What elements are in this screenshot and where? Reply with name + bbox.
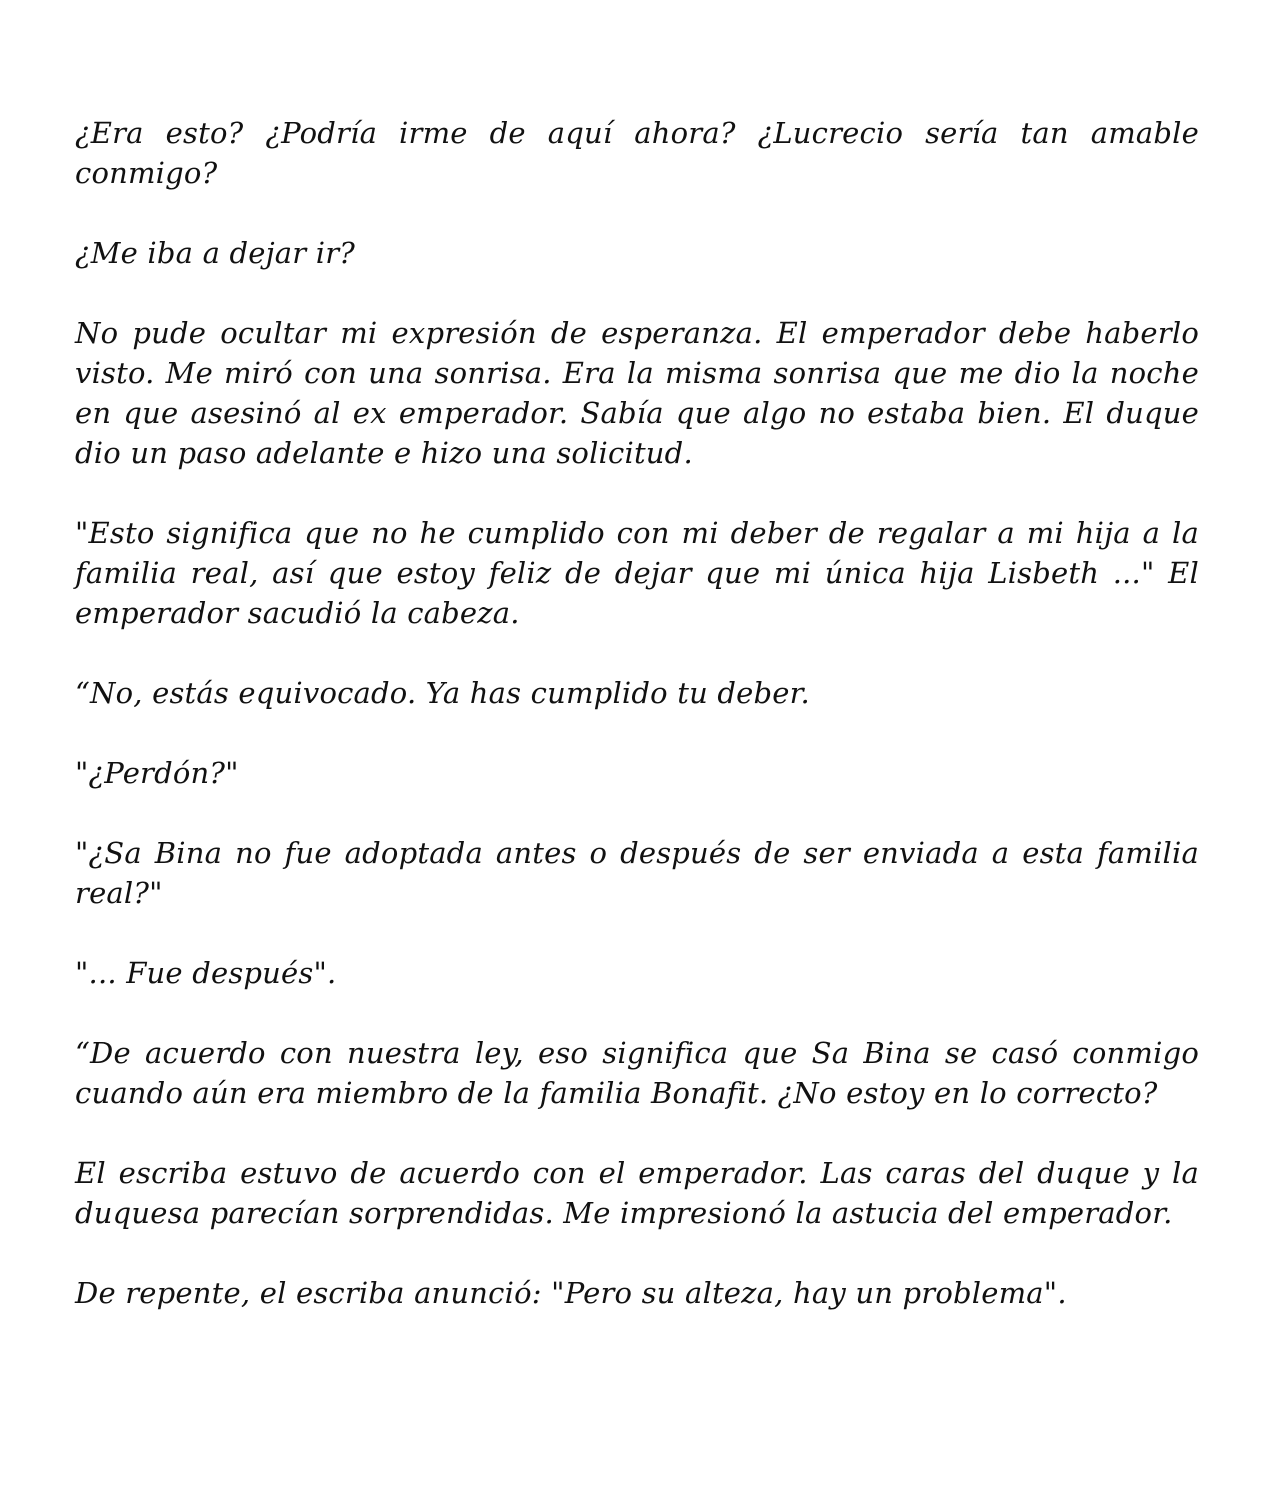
- paragraph-3: No pude ocultar mi expresión de esperanza. El emperador debe haberlo visto. Me miró con una sonrisa. Era la misma sonrisa que me dio la noche en que asesinó al ex emperador. Sabía que algo no estaba bien. El duque dio un paso adelante e hizo una solicitud.: [75, 316, 1199, 470]
- paragraph-5: “No, estás equivocado. Ya has cumplido tu deber.: [75, 676, 810, 710]
- document-page: [75, 113, 1199, 1313]
- paragraph-2: ¿Me iba a dejar ir?: [75, 236, 356, 270]
- paragraph-8: "... Fue después".: [75, 956, 337, 990]
- paragraph-1: ¿Era esto? ¿Podría irme de aquí ahora? ¿Lucrecio sería tan amable conmigo?: [75, 116, 1199, 190]
- paragraph-11: De repente, el escriba anunció: "Pero su alteza, hay un problema".: [75, 1276, 1067, 1310]
- paragraph-9: “De acuerdo con nuestra ley, eso significa que Sa Bina se casó conmigo cuando aún era miembro de la familia Bonafit. ¿No estoy en lo correcto?: [75, 1036, 1199, 1110]
- paragraph-10: El escriba estuvo de acuerdo con el emperador. Las caras del duque y la duquesa parecían sorprendidas. Me impresionó la astucia del emperador.: [75, 1156, 1199, 1230]
- paragraph-6: "¿Perdón?": [75, 756, 239, 790]
- paragraph-7: "¿Sa Bina no fue adoptada antes o después de ser enviada a esta familia real?": [75, 836, 1199, 910]
- paragraph-4: "Esto significa que no he cumplido con mi deber de regalar a mi hija a la familia real, así que estoy feliz de dejar que mi única hija Lisbeth ..." El emperador sacudió la cabeza.: [75, 516, 1199, 630]
